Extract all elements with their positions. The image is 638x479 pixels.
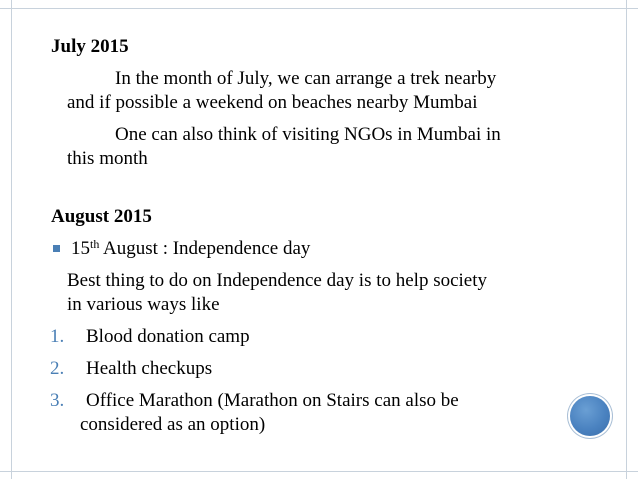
frame-line-bottom	[0, 471, 638, 472]
list-item-2: Health checkups	[86, 358, 213, 379]
list-item-3: Office Marathon (Marathon on Stairs can also be	[86, 390, 459, 411]
bullet-superscript: th	[90, 237, 100, 251]
square-bullet-icon	[53, 245, 60, 252]
july-para1-line1: In the month of July, we can arrange a trek nearby	[115, 68, 497, 89]
july-para2-line2: this month	[67, 148, 148, 169]
bullet-day: 15	[71, 238, 90, 259]
list-number-3: 3.	[50, 390, 65, 411]
circle-icon	[570, 396, 610, 436]
frame-line-right	[626, 0, 627, 479]
july-para2-line1: One can also think of visiting NGOs in Mumbai in	[115, 124, 501, 145]
bullet-rest: August : Independence day	[99, 238, 311, 259]
list-number-1: 1.	[50, 326, 65, 347]
august-para-line2: in various ways like	[67, 294, 220, 315]
august-para-line1: Best thing to do on Independence day is to help society	[67, 270, 488, 291]
frame-line-left	[11, 0, 12, 479]
list-item-1: Blood donation camp	[86, 326, 250, 347]
frame-line-top	[0, 8, 638, 9]
july-para1-line2: and if possible a weekend on beaches nearby Mumbai	[67, 92, 478, 113]
july-heading: July 2015	[51, 36, 129, 57]
list-number-2: 2.	[50, 358, 65, 379]
august-bullet-item	[71, 238, 310, 260]
august-heading: August 2015	[51, 206, 152, 227]
list-item-3-line2: considered as an option)	[80, 414, 266, 435]
